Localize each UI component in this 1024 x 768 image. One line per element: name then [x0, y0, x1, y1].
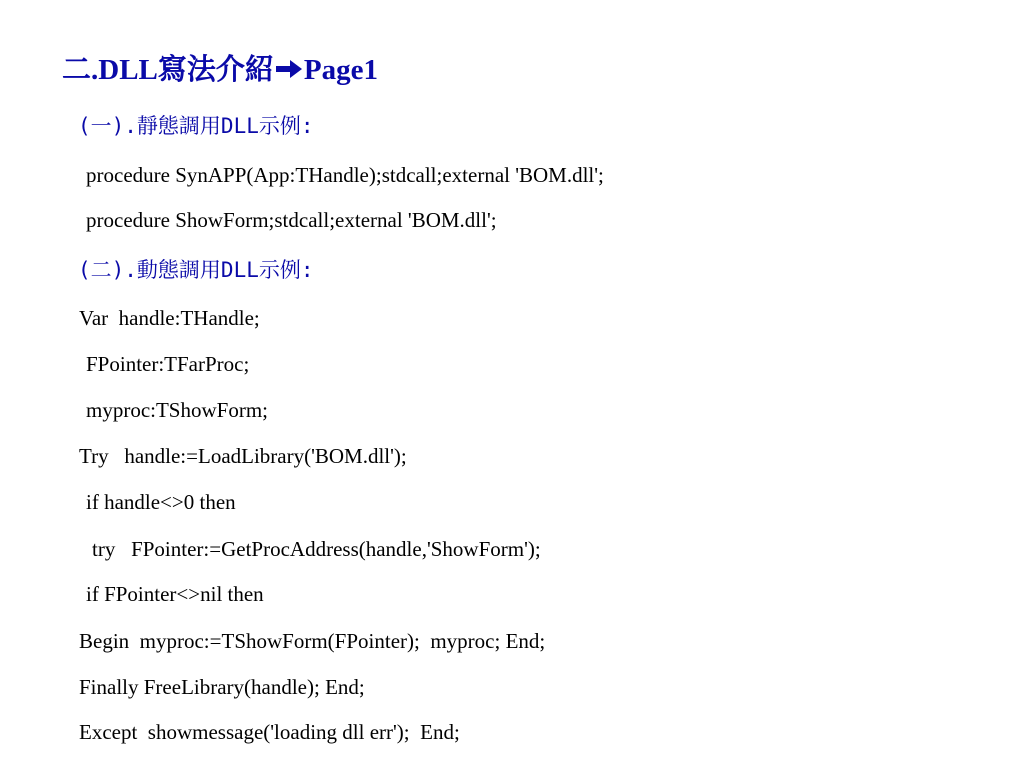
- code-line: Try handle:=LoadLibrary('BOM.dll');: [79, 444, 407, 468]
- title-text: 二.DLL寫法介紹: [62, 54, 274, 86]
- code-line: procedure ShowForm;stdcall;external 'BOM.dll';: [86, 208, 497, 232]
- code-line: myproc:TShowForm;: [86, 398, 268, 422]
- code-line: procedure SynAPP(App:THandle);stdcall;external 'BOM.dll';: [86, 163, 604, 187]
- code-line: Var handle:THandle;: [79, 306, 260, 330]
- section-heading-dynamic: (二).動態調用DLL示例:: [78, 258, 314, 282]
- section-heading-static: (一).靜態調用DLL示例:: [78, 114, 314, 138]
- code-line: FPointer:TFarProc;: [86, 352, 250, 376]
- code-line: if handle<>0 then: [86, 490, 236, 514]
- code-line: Finally FreeLibrary(handle); End;: [79, 675, 365, 699]
- code-line: Except showmessage('loading dll err'); End;: [79, 720, 460, 744]
- code-line: try FPointer:=GetProcAddress(handle,'ShowForm');: [92, 537, 541, 561]
- title-page-label: Page1: [303, 54, 378, 86]
- code-line: Begin myproc:=TShowForm(FPointer); myproc; End;: [79, 629, 546, 653]
- code-line: if FPointer<>nil then: [86, 582, 264, 606]
- slide-title: [62, 50, 378, 92]
- right-arrow-icon: [274, 52, 304, 92]
